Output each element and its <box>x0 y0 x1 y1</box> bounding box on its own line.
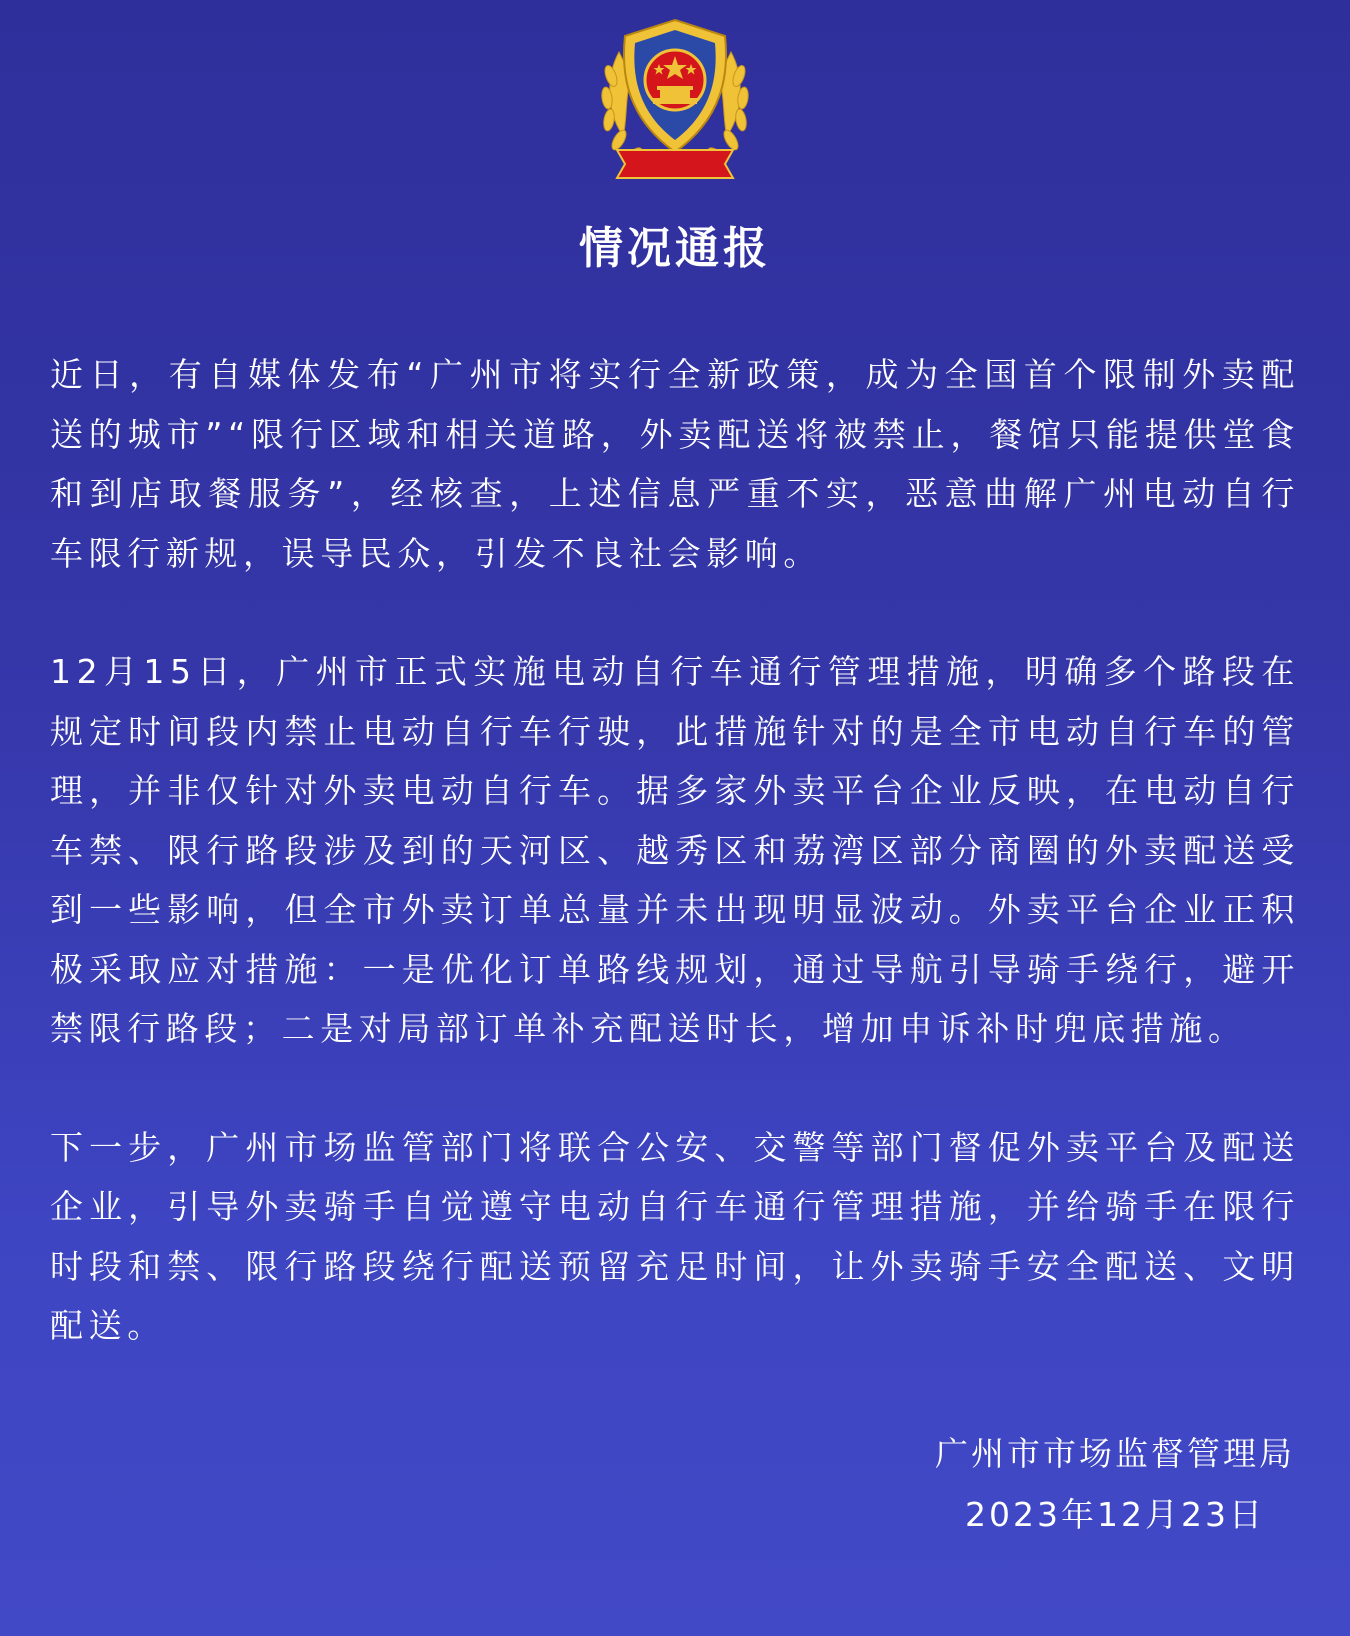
notice-body <box>50 345 1300 1356</box>
page-title: 情况通报 <box>579 223 771 274</box>
paragraph-1: 近日，有自媒体发布“广州市将实行全新政策，成为全国首个限制外卖配送的城市”“限行区域和相关道路，外卖配送将被禁止，餐馆只能提供堂食和到店取餐服务”，经核查，上述信息严重不实，恶意曲解广州电动自行车限行新规，误导民众，引发不良社会影响。 <box>50 355 1300 573</box>
issue-date: 2023年12月23日 <box>965 1495 1265 1534</box>
signature-block <box>935 1423 1295 1545</box>
market-supervision-emblem-icon <box>597 14 753 182</box>
issuer-name: 广州市市场监督管理局 <box>935 1434 1295 1473</box>
paragraph-3: 下一步，广州市场监管部门将联合公安、交警等部门督促外卖平台及配送企业，引导外卖骑手自觉遵守电动自行车通行管理措施，并给骑手在限行时段和禁、限行路段绕行配送预留充足时间，让外卖骑手安全配送、文明配送。 <box>50 1127 1300 1345</box>
paragraph-2: 12月15日，广州市正式实施电动自行车通行管理措施，明确多个路段在规定时间段内禁止电动自行车行驶，此措施针对的是全市电动自行车的管理，并非仅针对外卖电动自行车。据多家外卖平台企业反映，在电动自行车禁、限行路段涉及到的天河区、越秀区和荔湾区部分商圈的外卖配送受到一些影响，但全市外卖订单总量并未出现明显波动。外卖平台企业正积极采取应对措施：一是优化订单路线规划，通过导航引导骑手绕行，避开禁限行路段；二是对局部订单补充配送时长，增加申诉补时兜底措施。 <box>50 652 1300 1048</box>
